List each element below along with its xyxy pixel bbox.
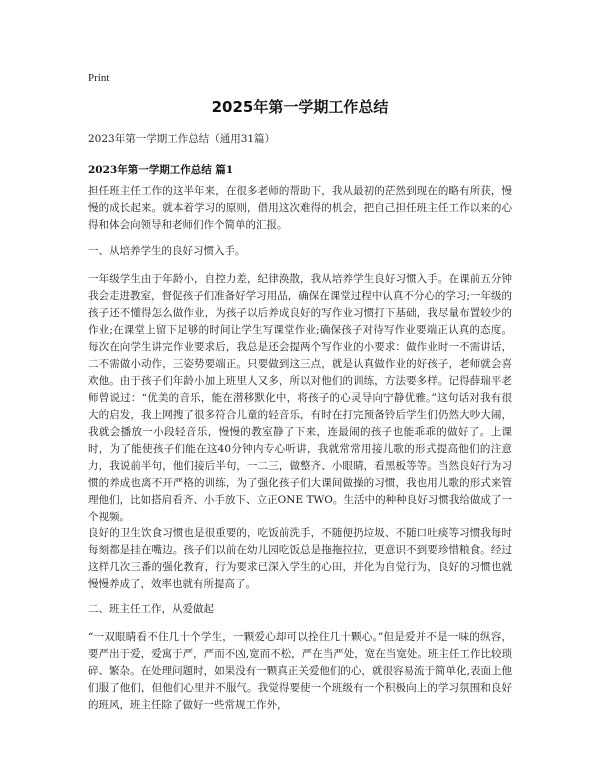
print-label: Print: [88, 72, 110, 84]
heading-love: 二、班主任工作，从爱做起: [88, 603, 214, 615]
heading-habits: 一、从培养学生的良好习惯入手。: [88, 245, 246, 257]
hygiene-paragraph: 良好的卫生饮食习惯也是很重要的，吃饭前洗手，不随便扔垃圾、不随口吐痰等习惯我每时每刻都是挂在嘴边。孩子们以前在幼儿园吃饭总是拖拖拉拉，更意识不到要珍惜粮食。经过这样几次三番的强化教育，行为要求已深入学生的心田，并化为自觉行为，良好的习惯也就慢慢养成了，效率也就有所提高了。: [88, 527, 512, 590]
intro-paragraph: 担任班主任工作的这半年来，在很多老师的帮助下，我从最初的茫然到现在的略有所获，慢慢的成长起来。就本着学习的原则，借用这次难得的机会，把自己担任班主任工作以来的心得和体会向领导和老师们作个简单的汇报。: [88, 185, 512, 231]
section-title: 2023年第一学期工作总结 篇1: [88, 164, 234, 176]
love-paragraph: “一双眼睛看不住几十个学生，一颗爱心却可以拴住几十颗心。”但是爱并不是一味的纵容，要严出于爱，爱寓于严，严而不凶,宽而不松，严在当严处，宽在当宽处。班主任工作比较琐碎、繁杂。在处理问题时，如果没有一颗真正关爱他们的心，就很容易流于简单化,表面上他们服了他们，但他们心里并不服气。我觉得要使一个班级有一个积极向上的学习氛围和良好的班风，班主任除了做好一些常规工作外，: [88, 631, 512, 711]
document-title: 2025年第一学期工作总结: [211, 98, 389, 116]
document-subtitle: 2023年第一学期工作总结（通用31篇）: [88, 133, 276, 145]
habits-paragraph: 一年级学生由于年龄小，自控力差，纪律涣散，我从培养学生良好习惯入手。在课前五分钟我会走进教室，督促孩子们准备好学习用品，确保在课堂过程中认真不分心的学习;一年级的孩子还不懂得怎么做作业，为孩子以后养成良好的写作业习惯打下基础，我尽量布置较少的作业;在课堂上留下足够的时间让学生写课堂作业;确保孩子对待写作业要端正认真的态度。每次在向学生讲完作业要求后，我总是还会提两个写作业的小要求：做作业时一不需讲话，二不需做小动作，三姿势要端正。只要做到这三点，就是认真做作业的好孩子，老师就会喜欢他。由于孩子们年龄小加上班里人又多，所以对他们的训练，方法要多样。记得薛瑞平老师曾说过：“优美的音乐，能在潜移默化中，将孩子的心灵导向宁静优雅。”这句话对我有很大的启发，我上网搜了很多符合儿童的轻音乐，有时在打完预备铃后学生们仍然大吵大闹，我就会播放一小段轻音乐，慢慢的教室静了下来，连最闹的孩子也能乖乖的做好了。上课时，为了能使孩子们能在这40分钟内专心听讲，我就常常用接儿歌的形式提高他们的注意力，我说前半句，他们接后半句，一二三，做整齐、小眼睛，看黑板等等。当然良好行为习惯的养成也离不开严格的训练，为了强化孩子们大课间做操的习惯，我也用儿歌的形式来管理他们，比如搭肩看齐、小手放下、立正ONE TWO。生活中的种种良好习惯我给做成了一个视频。: [88, 273, 512, 523]
